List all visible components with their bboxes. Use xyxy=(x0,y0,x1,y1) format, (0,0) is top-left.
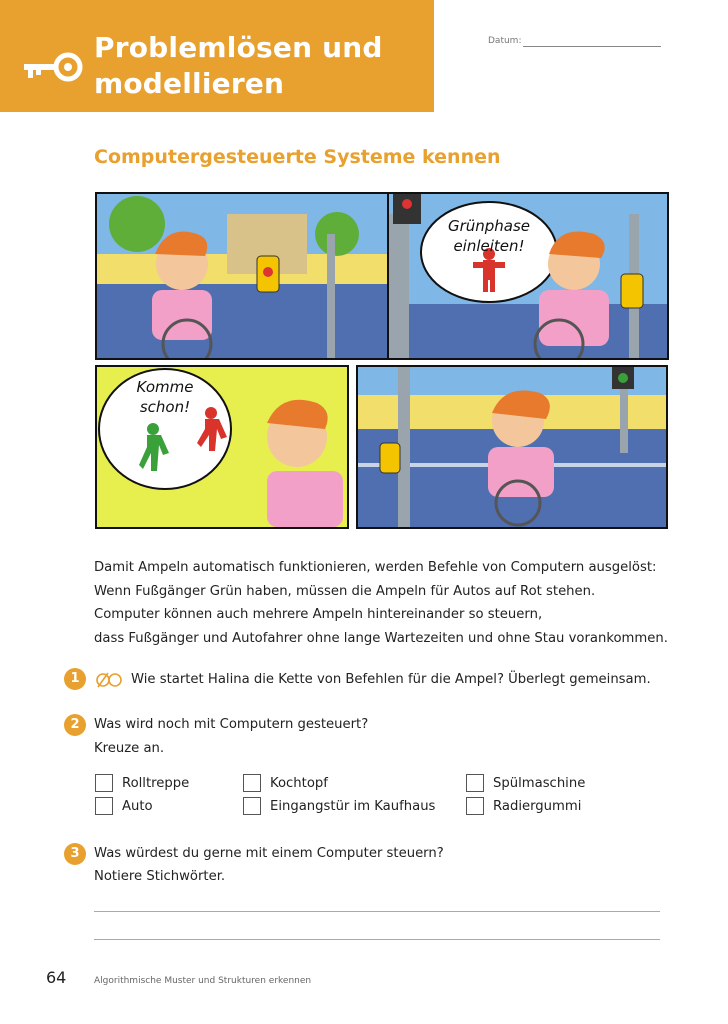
chapter-title xyxy=(94,30,383,102)
task-2-text: Was wird noch mit Computern gesteuert? xyxy=(94,717,369,732)
checkbox-spuelmaschine[interactable] xyxy=(466,774,484,792)
checkbox-eingangstuer[interactable] xyxy=(243,797,261,815)
date-label: Datum: xyxy=(488,36,522,46)
section-title: Computergesteuerte Systeme kennen xyxy=(94,146,501,168)
comic-panel-1 xyxy=(95,192,391,360)
option-label: Eingangstür im Kaufhaus xyxy=(270,799,436,814)
intro-line: dass Fußgänger und Autofahrer ohne lange Wartezeiten und ohne Stau vorankommen. xyxy=(94,630,668,646)
comic-panel-4 xyxy=(356,365,668,529)
task-number-1: 1 xyxy=(64,668,86,690)
task-number-3: 3 xyxy=(64,843,86,865)
option-label: Auto xyxy=(122,799,153,814)
partner-work-icon xyxy=(94,670,124,690)
speech-bubble-2 xyxy=(105,377,225,417)
checkbox-radiergummi[interactable] xyxy=(466,797,484,815)
option-label: Kochtopf xyxy=(270,776,328,791)
key-icon xyxy=(22,52,86,86)
comic-illustration-1 xyxy=(97,194,389,358)
speech-bubble-1 xyxy=(387,216,609,256)
task-2-subtext: Kreuze an. xyxy=(94,741,165,756)
comic-panel-2 xyxy=(387,192,669,360)
chapter-title-line2: modellieren xyxy=(94,67,285,100)
option-label: Radiergummi xyxy=(493,799,582,814)
comic-illustration-4 xyxy=(358,367,666,527)
comic-panel-3 xyxy=(95,365,349,529)
answer-line-1[interactable] xyxy=(94,911,660,912)
checkbox-rolltreppe[interactable] xyxy=(95,774,113,792)
speech-bubble-1-line1: Grünphase xyxy=(447,217,531,235)
task-3-text: Was würdest du gerne mit einem Computer steuern? xyxy=(94,846,444,861)
speech-bubble-1-line2: einleiten! xyxy=(453,237,525,255)
option-label: Spülmaschine xyxy=(493,776,586,791)
intro-text xyxy=(94,556,668,650)
chapter-title-line1: Problemlösen und xyxy=(94,31,383,64)
speech-bubble-2-line1: Komme xyxy=(136,378,194,396)
intro-line: Damit Ampeln automatisch funktionieren, werden Befehle von Computern ausgelöst: xyxy=(94,560,657,575)
intro-line: Computer können auch mehrere Ampeln hintereinander so steuern, xyxy=(94,607,543,622)
checkbox-auto[interactable] xyxy=(95,797,113,815)
task-1-text: Wie startet Halina die Kette von Befehlen für die Ampel? Überlegt gemeinsam. xyxy=(131,672,651,687)
option-label: Rolltreppe xyxy=(122,776,190,791)
task-3-subtext: Notiere Stichwörter. xyxy=(94,869,226,884)
chapter-header xyxy=(0,0,434,112)
task-number-2: 2 xyxy=(64,714,86,736)
answer-line-2[interactable] xyxy=(94,939,660,940)
intro-line: Wenn Fußgänger Grün haben, müssen die Ampeln für Autos auf Rot stehen. xyxy=(94,583,596,599)
speech-bubble-2-line2: schon! xyxy=(139,398,191,416)
page-number: 64 xyxy=(46,968,67,987)
date-field[interactable] xyxy=(523,46,661,47)
checkbox-kochtopf[interactable] xyxy=(243,774,261,792)
footer-chapter: Algorithmische Muster und Strukturen erkennen xyxy=(94,976,312,986)
